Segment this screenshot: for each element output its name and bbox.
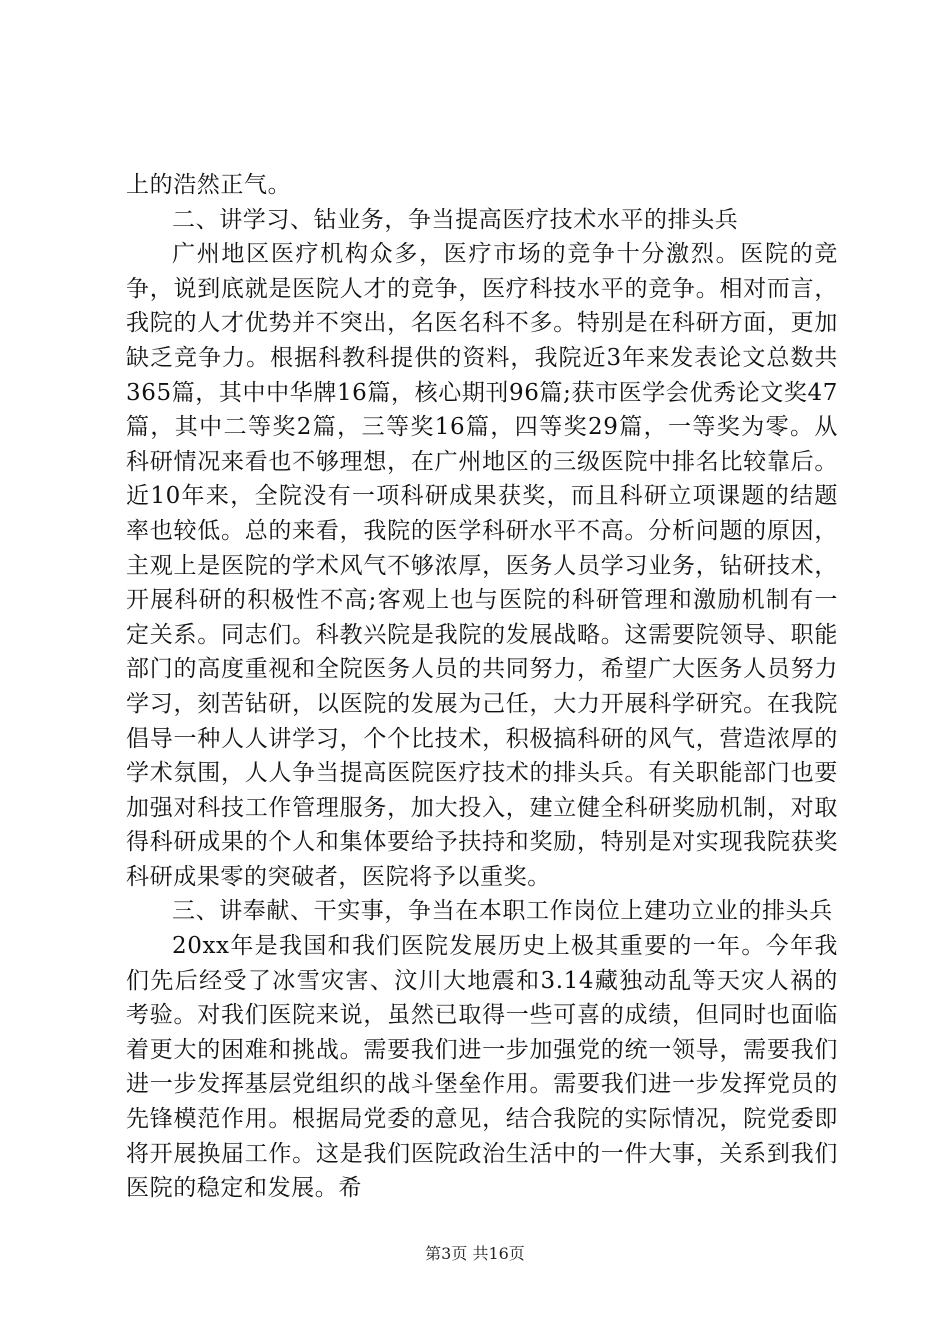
paragraph-year-review: 20xx年是我国和我们医院发展历史上极其重要的一年。今年我们先后经受了冰雪灾害、汶川大地震和3.14藏独动乱等天灾人祸的考验。对我们医院来说，虽然已取得一些可喜的成绩，但同时也面临着更大的困难和挑战。需要我们进一步加强党的统一领导，需要我们进一步发挥基层党组织的战斗堡垒作用。需要我们进一步发挥党员的先锋模范作用。根据局党委的意见，结合我院的实际情况，院党委即将开展换届工作。这是我们医院政治生活中的一件大事，关系到我们医院的稳定和发展。希 xyxy=(126,933,838,1202)
paragraph-continuation: 上的浩然正气。 xyxy=(126,172,292,198)
document-body xyxy=(126,168,838,1206)
section-heading-2: 二、讲学习、钻业务，争当提高医疗技术水平的排头兵 xyxy=(172,206,739,233)
section-heading-3: 三、讲奉献、干实事，争当在本职工作岗位上建功立业的排头兵 xyxy=(172,898,833,925)
page-number: 第3页 共16页 xyxy=(425,1244,525,1263)
page-footer xyxy=(0,1244,950,1264)
paragraph-research: 广州地区医疗机构众多，医疗市场的竞争十分激烈。医院的竞争，说到底就是医院人才的竞争，医疗科技水平的竞争。相对而言，我院的人才优势并不突出，名医名科不多。特别是在科研方面，更加缺乏竞争力。根据科教科提供的资料，我院近3年来发表论文总数共365篇，其中中华牌16篇，核心期刊96篇;获市医学会优秀论文奖47篇，其中二等奖2篇，三等奖16篇，四等奖29篇，一等奖为零。从科研情况来看也不够理想，在广州地区的三级医院中排名比较靠后。近10年来，全院没有一项科研成果获奖，而且科研立项课题的结题率也较低。总的来看，我院的医学科研水平不高。分析问题的原因，主观上是医院的学术风气不够浓厚，医务人员学习业务，钻研技术，开展科研的积极性不高;客观上也与医院的科研管理和激励机制有一定关系。同志们。科教兴院是我院的发展战略。这需要院领导、职能部门的高度重视和全院医务人员的共同努力，希望广大医务人员努力学习，刻苦钻研，以医院的发展为己任，大力开展科学研究。在我院倡导一种人人讲学习，个个比技术，积极搞科研的风气，营造浓厚的学术氛围，人人争当提高医院医疗技术的排头兵。有关职能部门也要加强对科技工作管理服务，加大投入，建立健全科研奖励机制，对取得科研成果的个人和集体要给予扶持和奖励，特别是对实现我院获奖科研成果零的突破者，医院将予以重奖。 xyxy=(126,241,838,890)
